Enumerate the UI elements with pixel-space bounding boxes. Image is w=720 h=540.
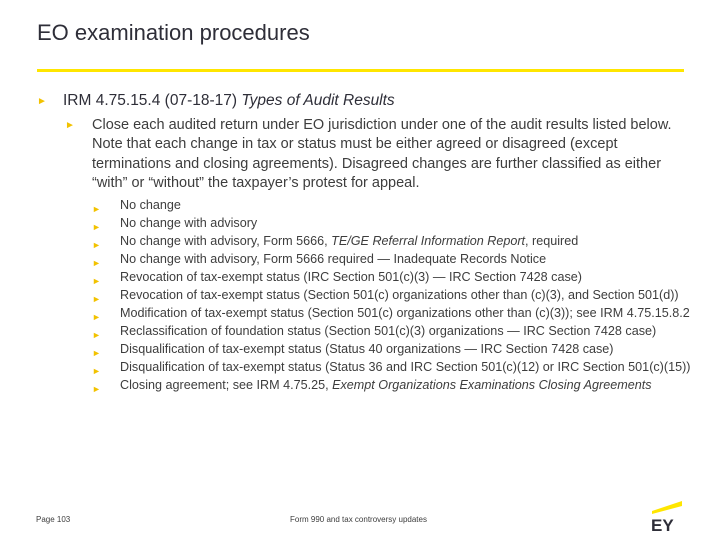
footer-caption: Form 990 and tax controversy updates (290, 515, 427, 524)
level1-heading-italic: Types of Audit Results (241, 92, 395, 109)
bullet-arrow-icon: ► (92, 276, 101, 286)
bullet-arrow-icon: ► (92, 240, 101, 250)
bullet-arrow-icon: ► (92, 366, 101, 376)
level1-bullet (37, 92, 677, 110)
list-item: ► Modification of tax-exempt status (Section 501(c) organizations other than (c)(3)); see IRM 4.75.15.8.2 (92, 304, 692, 322)
level2-bullet (65, 116, 685, 193)
bullet-arrow-icon: ► (92, 294, 101, 304)
list-item: ► Revocation of tax-exempt status (IRC Section 501(c)(3) — IRC Section 7428 case) (92, 268, 692, 286)
title-divider (37, 69, 684, 72)
bullet-arrow-icon: ► (92, 204, 101, 214)
bullet-arrow-icon: ► (37, 96, 47, 107)
list-item: ► No change with advisory, Form 5666, TE/GE Referral Information Report, required (92, 232, 692, 250)
list-item: ► No change with advisory (92, 214, 692, 232)
list-item: ► Reclassification of foundation status (Section 501(c)(3) organizations — IRC Section 7428 case) (92, 322, 692, 340)
page-title: EO examination procedures (37, 20, 310, 45)
bullet-arrow-icon: ► (92, 384, 101, 394)
bullet-arrow-icon: ► (92, 330, 101, 340)
bullet-arrow-icon: ► (65, 120, 75, 131)
audit-results-list (92, 196, 692, 394)
ey-logo-icon (648, 498, 684, 534)
bullet-arrow-icon: ► (92, 222, 101, 232)
page-number: Page 103 (36, 515, 71, 524)
list-item: ► Disqualification of tax-exempt status (Status 36 and IRC Section 501(c)(12) or IRC Section 501(c)(15)) (92, 358, 692, 376)
level2-paragraph: Close each audited return under EO jurisdiction under one of the audit results listed below. Note that each change in tax or status must be either agreed or disagreed (except terminations and closing agreements). Disagreed changes are further classified as either “with” or “without” the taxpayer’s protest for appeal. (92, 117, 672, 191)
list-item: ► No change with advisory, Form 5666 required — Inadequate Records Notice (92, 250, 692, 268)
list-item: ► Closing agreement; see IRM 4.75.25, Exempt Organizations Examinations Closing Agreements (92, 376, 692, 394)
bullet-arrow-icon: ► (92, 312, 101, 322)
bullet-arrow-icon: ► (92, 258, 101, 268)
list-item: ► No change (92, 196, 692, 214)
ey-logo-text: EY (651, 516, 674, 534)
list-item: ► Disqualification of tax-exempt status (Status 40 organizations — IRC Section 7428 case) (92, 340, 692, 358)
level1-heading: IRM 4.75.15.4 (07-18-17) (63, 92, 242, 109)
bullet-arrow-icon: ► (92, 348, 101, 358)
list-item: ► Revocation of tax-exempt status (Section 501(c) organizations other than (c)(3), and Section 501(d)) (92, 286, 692, 304)
